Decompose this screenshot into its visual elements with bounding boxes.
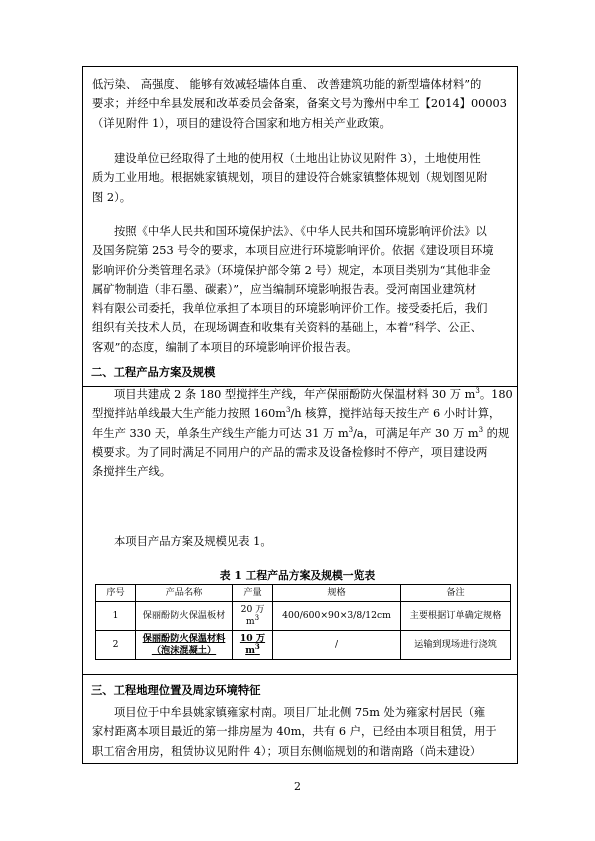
cell-qty (233, 631, 273, 660)
text-span: 型搅拌站单线最大生产能力按照 160m (92, 407, 287, 421)
cell-spec: / (273, 631, 401, 660)
text-line: 质为工业用地。根据姚家镇规划，项目的建设符合姚家镇整体规划（规划图见附 (92, 171, 488, 185)
paragraph-eia-basis (92, 222, 511, 357)
text-line: 条搅拌生产线。 (92, 465, 172, 479)
text-line: 家村距离本项目最近的第一排房屋为 40m，共有 6 户，已经由本项目租赁，用于 (92, 725, 497, 739)
text-span: 项目共建成 2 条 180 型搅拌生产线，年产保丽酚防火保温材料 30 万 m (114, 388, 476, 401)
table-row (96, 631, 511, 660)
product-table (95, 584, 511, 660)
cell-note: 运输到现场进行浇筑 (401, 631, 511, 660)
text-span: /a，可满足年产 30 万 m (353, 426, 479, 440)
paragraph-policy (92, 75, 511, 133)
text-line (92, 424, 511, 443)
section-divider (83, 674, 517, 675)
header-cell: 备注 (401, 585, 511, 602)
header-cell: 规格 (273, 585, 401, 602)
header-cell: 产量 (233, 585, 273, 602)
text-line: 按照《中华人民共和国环境保护法》、《中华人民共和国环境影响评价法》以 (114, 225, 487, 238)
cell-name: 保丽酚防火保温板材 (136, 602, 233, 631)
text-line: 料有限公司委托，我单位承担了本项目的环境影响评价工作。接受委托后，我们 (92, 302, 488, 316)
section-heading: 三、工程地理位置及周边环境特征 (91, 683, 261, 697)
text-span: /h 核算，搅拌站每天按生产 6 小时计算， (290, 407, 501, 421)
cell-qty (233, 602, 273, 631)
paragraph-location (92, 703, 511, 761)
cell-spec: 400/600×90×3/8/12cm (273, 602, 401, 631)
paragraph-table-ref (92, 532, 511, 551)
superscript: 3 (254, 641, 260, 651)
qty-value: 20 万 (240, 604, 265, 615)
text-line: 客观”的态度，编制了本项目的环境影响评价报告表。 (92, 340, 358, 354)
superscript: 3 (254, 613, 260, 622)
header-cell: 产品名称 (136, 585, 233, 602)
text-line (92, 385, 511, 404)
cell-name: 保丽酚防火保温材料（泡沫混凝土） (136, 631, 233, 660)
text-line: 模要求。为了同时满足不同用户的产品的需求及设备检修时不停产，项目建设两 (92, 445, 488, 459)
text-line: 低污染、 高强度、 能够有效减轻墙体自重、 改善建筑功能的新型墙体材料”的 (92, 78, 482, 91)
page-number: 2 (294, 780, 301, 793)
text-line (92, 404, 511, 423)
text-line: （详见附件 1），项目的建设符合国家和地方相关产业政策。 (92, 116, 391, 130)
table-header-row (96, 585, 511, 602)
superscript: 3 (475, 387, 480, 396)
qty-unit: m (245, 645, 255, 656)
table-caption: 表 1 工程产品方案及规模一览表 (219, 569, 376, 582)
text-line: 本项目产品方案及规模见表 1。 (114, 535, 272, 548)
cell-no: 1 (96, 602, 136, 631)
text-line: 组织有关技术人员，在现场调查和收集有关资料的基础上，本着“科学、公正、 (92, 321, 482, 335)
text-span: 。180 (479, 388, 513, 401)
text-line: 要求；并经中牟县发展和改革委员会备案，备案文号为豫州中牟工【2014】00003 (92, 97, 507, 111)
text-line: 建设单位已经取得了土地的使用权（土地出让协议见附件 3），土地使用性 (114, 152, 481, 165)
paragraph-capacity (92, 385, 511, 481)
text-line: 属矿物制造（非石墨、碳素）”，应当编制环境影响报告表。受河南国业建筑材 (92, 282, 477, 296)
header-cell: 序号 (96, 585, 136, 602)
paragraph-land-use (92, 149, 511, 207)
text-span: 年生产 330 天，单条生产线生产能力可达 31 万 m (92, 426, 349, 440)
superscript: 3 (286, 406, 291, 415)
text-line: 图 2）。 (92, 190, 132, 204)
text-line: 职工宿舍用房，租赁协议见附件 4）；项目东侧临规划的和谐南路（尚未建设） (92, 744, 482, 758)
text-line: 影响评价分类管理名录》（环境保护部令第 2 号）规定，本项目类别为“其他非金 (92, 263, 491, 277)
section-heading: 二、工程产品方案及规模 (91, 365, 216, 379)
superscript: 3 (348, 425, 354, 434)
qty-value: 10 万 (239, 633, 266, 644)
cell-no: 2 (96, 631, 136, 660)
superscript: 3 (478, 425, 484, 434)
text-line: 及国务院第 253 号令的要求，本项目应进行环境影响评价。依据《建设项目环境 (92, 244, 494, 258)
cell-note: 主要根据订单确定规格 (401, 602, 511, 631)
text-span: 的规 (483, 426, 510, 440)
qty-unit: m (245, 616, 255, 627)
text-line: 项目位于中牟县姚家镇雍家村南。项目厂址北侧 75m 处为雍家村居民（雍 (114, 706, 486, 719)
table-row (96, 602, 511, 631)
